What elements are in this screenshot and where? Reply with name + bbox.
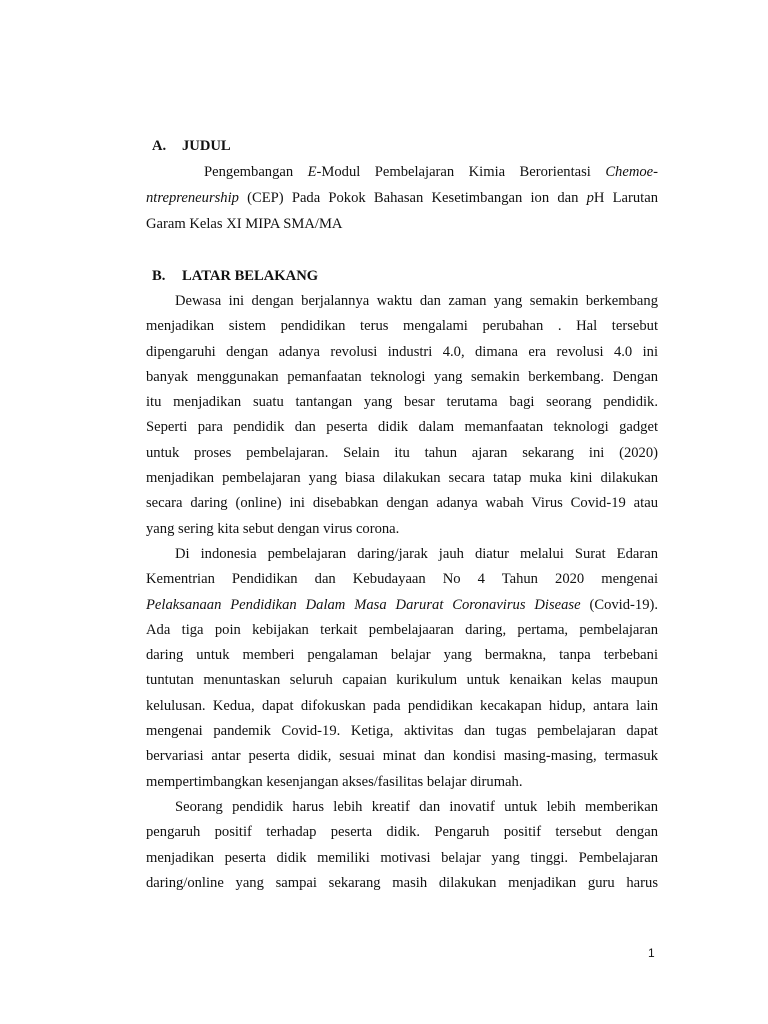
judul-paragraph — [146, 159, 658, 237]
italic-text: E — [307, 164, 317, 180]
text-line: Kementrian Pendidikan dan Kebudayaan No 4 Tahun 2020 mengenai — [146, 571, 658, 588]
text-line: Seperti para pendidik dan peserta didik dalam memanfaatan teknologi gadget — [146, 419, 658, 436]
text-line: dipengaruhi dengan adanya revolusi industri 4.0, dimana era revolusi 4.0 ini — [146, 343, 658, 360]
text-line: Di indonesia pembelajaran daring/jarak jauh diatur melalui Surat Edaran — [175, 545, 658, 562]
text-line: tuntutan menuntaskan seluruh capaian kurikulum untuk kenaikan kelas maupun — [146, 672, 658, 689]
text-line: mempertimbangkan kesenjangan akses/fasilitas belajar dirumah. — [146, 773, 523, 790]
text-line: mengenai pandemik Covid-19. Ketiga, aktivitas dan tugas pembelajaran dapat — [146, 723, 658, 740]
section-b-number: B. — [152, 268, 166, 284]
text-line: Ada tiga poin kebijakan terkait pembelajaaran daring, pertama, pembelajaran — [146, 621, 658, 638]
section-a-heading — [146, 133, 658, 159]
text-line: untuk proses pembelajaran. Selain itu tahun ajaran sekarang ini (2020) — [146, 444, 658, 461]
text-line: banyak menggunakan pemanfaatan teknologi yang semakin berkembang. Dengan — [146, 368, 658, 385]
text-line: Dewasa ini dengan berjalannya waktu dan zaman yang semakin berkembang — [175, 293, 658, 309]
text-line: secara daring (online) ini disebabkan dengan adanya wabah Virus Covid-19 atau — [146, 495, 658, 512]
latar-belakang-paragraph-3 — [146, 795, 658, 896]
text-line: Pengembangan E-Modul Pembelajaran Kimia Berorientasi Chemoe- — [204, 164, 658, 180]
latar-belakang-paragraph-1 — [146, 289, 658, 542]
text-line: daring/online yang sampai sekarang masih dilakukan menjadikan guru harus — [146, 874, 658, 891]
text-line: itu menjadikan suatu tantangan yang besar terutama bagi seorang pendidik. — [146, 394, 658, 411]
text-line: ntrepreneurship (CEP) Pada Pokok Bahasan Kesetimbangan ion dan pH Larutan — [146, 190, 658, 206]
italic-text: Chemoe- — [605, 164, 658, 180]
text-line: kelulusan. Kedua, dapat difokuskan pada pendidikan kecakapan hidup, antara lain — [146, 697, 658, 714]
text-line: Seorang pendidik harus lebih kreatif dan inovatif untuk lebih memberikan — [175, 798, 658, 815]
text-line: menjadikan pembelajaran yang biasa dilakukan secara tatap muka kini dilakukan — [146, 470, 658, 487]
section-a-title: JUDUL — [182, 138, 231, 154]
page-content — [146, 133, 658, 896]
text-line: Garam Kelas XI MIPA SMA/MA — [146, 216, 343, 232]
section-spacer — [146, 237, 658, 263]
text-line: menjadikan sistem pendidikan terus mengalami perubahan . Hal tersebut — [146, 318, 658, 335]
text-line: menjadikan peserta didik memiliki motivasi belajar yang tinggi. Pembelajaran — [146, 849, 658, 866]
text-line: Pelaksanaan Pendidikan Dalam Masa Darurat Coronavirus Disease (Covid-19). — [146, 596, 658, 613]
section-b-heading — [146, 263, 658, 289]
italic-text: p — [586, 190, 594, 206]
page-number: 1 — [648, 946, 655, 960]
section-b-title: LATAR BELAKANG — [182, 268, 319, 284]
italic-text: ntrepreneurship — [146, 190, 239, 206]
text-line: bervariasi antar peserta didik, sesuai minat dan kondisi masing-masing, termasuk — [146, 748, 658, 765]
latar-belakang-paragraph-2 — [146, 542, 658, 795]
italic-text: Pelaksanaan Pendidikan Dalam Masa Darurat Coronavirus Disease — [146, 596, 581, 613]
text-line: daring untuk memberi pengalaman belajar yang bermakna, tanpa terbebani — [146, 647, 658, 664]
section-a-number: A. — [152, 138, 167, 154]
text-line: pengaruh positif terhadap peserta didik. Pengaruh positif tersebut dengan — [146, 824, 658, 841]
text-line: yang sering kita sebut dengan virus corona. — [146, 520, 400, 537]
